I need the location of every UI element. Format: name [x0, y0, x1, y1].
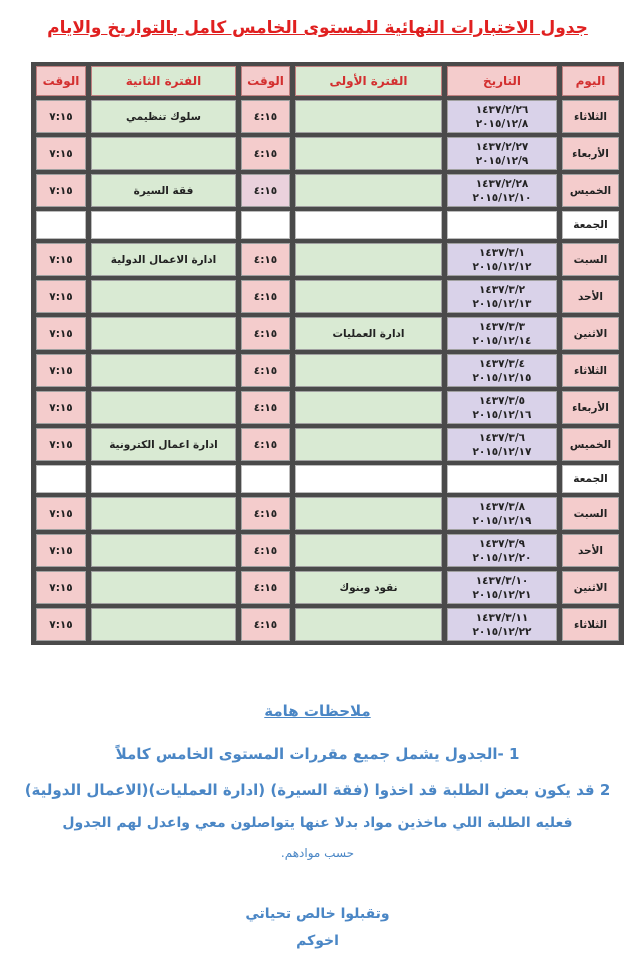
table-row	[36, 428, 619, 461]
time2-cell: ٧:١٥	[36, 354, 86, 387]
note-line-2: 2 قد يكون بعض الطلبة قد اخذوا (فقة السيرة) (ادارة العمليات)(الاعمال الدولية)	[24, 781, 611, 799]
period1-course	[295, 428, 442, 461]
gregorian-date: ٢٠١٥/١٢/١٤	[472, 334, 532, 347]
hijri-date: ١٤٣٧/٣/١	[478, 246, 526, 259]
day-cell: الجمعة	[562, 211, 619, 239]
period2-course	[91, 608, 236, 641]
day-cell: الثلاثاء	[562, 608, 619, 641]
time1-cell	[241, 465, 290, 493]
period2-course	[91, 465, 236, 493]
gregorian-date: ٢٠١٥/١٢/١٥	[472, 371, 532, 384]
day-cell: الثلاثاء	[562, 354, 619, 387]
hijri-date: ١٤٣٧/٢/٢٨	[475, 177, 529, 190]
date-cell	[447, 211, 557, 239]
table-row	[36, 243, 619, 276]
period1-course: ادارة العمليات	[295, 317, 442, 350]
time2-cell: ٧:١٥	[36, 608, 86, 641]
date-cell	[447, 243, 557, 276]
period2-course	[91, 497, 236, 530]
hijri-date: ١٤٣٧/٣/١٠	[475, 574, 529, 587]
day-cell: الجمعة	[562, 465, 619, 493]
period2-course	[91, 317, 236, 350]
table-row	[36, 137, 619, 170]
period2-course	[91, 137, 236, 170]
time2-cell: ٧:١٥	[36, 243, 86, 276]
notes-heading: ملاحظات هامة	[264, 702, 371, 720]
time2-cell: ٧:١٥	[36, 571, 86, 604]
time2-cell: ٧:١٥	[36, 317, 86, 350]
table-row	[36, 100, 619, 133]
table-row	[36, 354, 619, 387]
time2-cell: ٧:١٥	[36, 100, 86, 133]
period1-course	[295, 608, 442, 641]
table-row	[36, 280, 619, 313]
gregorian-date: ٢٠١٥/١٢/١٦	[472, 408, 532, 421]
date-cell	[447, 317, 557, 350]
time1-cell: ٤:١٥	[241, 608, 290, 641]
table-row	[36, 465, 619, 493]
period1-course: نقود وبنوك	[295, 571, 442, 604]
period1-course	[295, 100, 442, 133]
hijri-date: ١٤٣٧/٣/٨	[478, 500, 526, 513]
date-cell	[447, 571, 557, 604]
date-cell	[447, 137, 557, 170]
note-line-1: 1 -الجدول يشمل جميع مقررات المستوى الخامس كاملاً	[115, 745, 520, 763]
day-cell: الأحد	[562, 534, 619, 567]
day-cell: الأربعاء	[562, 391, 619, 424]
table-row	[36, 391, 619, 424]
day-cell: السبت	[562, 243, 619, 276]
gregorian-date: ٢٠١٥/١٢/٢٢	[472, 625, 532, 638]
signature: اخوكم	[296, 933, 339, 949]
gregorian-date: ٢٠١٥/١٢/١٩	[472, 514, 532, 527]
period1-course	[295, 534, 442, 567]
day-cell: الأربعاء	[562, 137, 619, 170]
day-cell: الأحد	[562, 280, 619, 313]
date-cell	[447, 100, 557, 133]
period2-course: فقة السيرة	[91, 174, 236, 207]
date-cell	[447, 465, 557, 493]
time2-cell: ٧:١٥	[36, 428, 86, 461]
header-period2: الفترة الثانية	[91, 66, 236, 96]
period1-course	[295, 354, 442, 387]
time2-cell: ٧:١٥	[36, 280, 86, 313]
period2-course	[91, 534, 236, 567]
gregorian-date: ٢٠١٥/١٢/٢٠	[472, 551, 532, 564]
time1-cell: ٤:١٥	[241, 174, 290, 207]
table-header-row	[36, 66, 619, 96]
time1-cell: ٤:١٥	[241, 280, 290, 313]
time1-cell: ٤:١٥	[241, 243, 290, 276]
period1-course	[295, 174, 442, 207]
day-cell: الاثنين	[562, 571, 619, 604]
date-cell	[447, 534, 557, 567]
time1-cell	[241, 211, 290, 239]
table-row	[36, 211, 619, 239]
header-time1: الوقت	[241, 66, 290, 96]
time1-cell: ٤:١٥	[241, 497, 290, 530]
period1-course	[295, 391, 442, 424]
table-row	[36, 608, 619, 641]
note-line-3: فعليه الطلبة اللي ماخذين مواد بدلا عنها يتواصلون معي واعدل لهم الجدول	[62, 815, 573, 831]
hijri-date: ١٤٣٧/٢/٢٦	[475, 103, 529, 116]
time2-cell	[36, 211, 86, 239]
period2-course: سلوك تنظيمي	[91, 100, 236, 133]
header-day: اليوم	[562, 66, 619, 96]
time1-cell: ٤:١٥	[241, 571, 290, 604]
note-line-4: حسب موادهم.	[280, 846, 355, 860]
table-row	[36, 317, 619, 350]
day-cell: الخميس	[562, 428, 619, 461]
time2-cell: ٧:١٥	[36, 534, 86, 567]
date-cell	[447, 428, 557, 461]
gregorian-date: ٢٠١٥/١٢/١٧	[472, 445, 532, 458]
hijri-date: ١٤٣٧/٣/٤	[478, 357, 526, 370]
time2-cell: ٧:١٥	[36, 174, 86, 207]
day-cell: الثلاثاء	[562, 100, 619, 133]
time2-cell: ٧:١٥	[36, 137, 86, 170]
time2-cell: ٧:١٥	[36, 497, 86, 530]
table-row	[36, 534, 619, 567]
time1-cell: ٤:١٥	[241, 534, 290, 567]
day-cell: الخميس	[562, 174, 619, 207]
table-row	[36, 174, 619, 207]
date-cell	[447, 280, 557, 313]
time1-cell: ٤:١٥	[241, 317, 290, 350]
date-cell	[447, 354, 557, 387]
table-row	[36, 571, 619, 604]
hijri-date: ١٤٣٧/٣/٥	[478, 394, 526, 407]
date-cell	[447, 391, 557, 424]
time1-cell: ٤:١٥	[241, 428, 290, 461]
hijri-date: ١٤٣٧/٣/٢	[478, 283, 526, 296]
date-cell	[447, 497, 557, 530]
period1-course	[295, 497, 442, 530]
header-date: التاريخ	[447, 66, 557, 96]
period2-course	[91, 571, 236, 604]
period1-course	[295, 211, 442, 239]
time2-cell	[36, 465, 86, 493]
period2-course: ادارة اعمال الكترونية	[91, 428, 236, 461]
time2-cell: ٧:١٥	[36, 391, 86, 424]
date-cell	[447, 174, 557, 207]
period1-course	[295, 280, 442, 313]
day-cell: الاثنين	[562, 317, 619, 350]
hijri-date: ١٤٣٧/٢/٢٧	[475, 140, 529, 153]
page-title: جدول الاختبارات النهائية للمستوى الخامس كامل بالتواريخ والايام	[47, 18, 588, 38]
time1-cell: ٤:١٥	[241, 100, 290, 133]
period2-course	[91, 280, 236, 313]
table-row	[36, 497, 619, 530]
period1-course	[295, 243, 442, 276]
gregorian-date: ٢٠١٥/١٢/٢١	[472, 588, 532, 601]
period1-course	[295, 465, 442, 493]
period2-course	[91, 391, 236, 424]
period1-course	[295, 137, 442, 170]
date-cell	[447, 608, 557, 641]
gregorian-date: ٢٠١٥/١٢/٩	[475, 154, 529, 167]
time1-cell: ٤:١٥	[241, 354, 290, 387]
period2-course	[91, 211, 236, 239]
hijri-date: ١٤٣٧/٣/٩	[478, 537, 526, 550]
gregorian-date: ٢٠١٥/١٢/٨	[475, 117, 529, 130]
hijri-date: ١٤٣٧/٣/٦	[478, 431, 526, 444]
gregorian-date: ٢٠١٥/١٢/١٢	[472, 260, 532, 273]
header-period1: الفترة الأولى	[295, 66, 442, 96]
gregorian-date: ٢٠١٥/١٢/١٠	[472, 191, 532, 204]
time1-cell: ٤:١٥	[241, 137, 290, 170]
gregorian-date: ٢٠١٥/١٢/١٣	[472, 297, 532, 310]
hijri-date: ١٤٣٧/٣/٣	[478, 320, 526, 333]
day-cell: السبت	[562, 497, 619, 530]
time1-cell: ٤:١٥	[241, 391, 290, 424]
exam-schedule-table	[31, 62, 624, 645]
closing-line: وتقبلوا خالص تحياتي	[245, 906, 390, 922]
period2-course	[91, 354, 236, 387]
period2-course: ادارة الاعمال الدولية	[91, 243, 236, 276]
hijri-date: ١٤٣٧/٣/١١	[475, 611, 529, 624]
header-time2: الوقت	[36, 66, 86, 96]
